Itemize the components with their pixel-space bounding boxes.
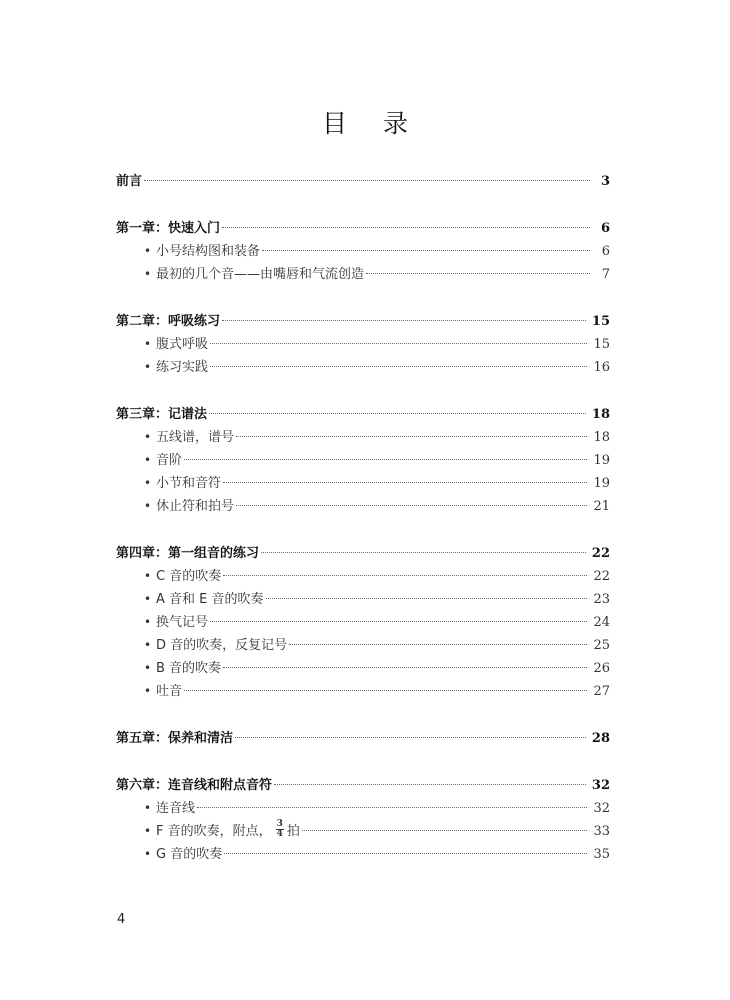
section-title-text: G 音的吹奏 xyxy=(156,847,223,862)
section-title-text: 连音线 xyxy=(156,801,196,816)
bullet-icon: • xyxy=(144,615,152,629)
toc-section-entry[interactable] xyxy=(116,333,610,356)
bullet-icon: • xyxy=(144,244,152,258)
section-title xyxy=(156,333,208,356)
section-title-text: 最初的几个音——由嘴唇和气流创造 xyxy=(156,267,365,282)
bullet-icon: • xyxy=(144,592,152,606)
toc-section-entry[interactable] xyxy=(116,680,610,703)
section-title xyxy=(156,565,221,588)
bullet-icon: • xyxy=(144,360,152,374)
dot-leader xyxy=(223,481,587,483)
toc-chapter xyxy=(116,727,610,750)
section-page-number: 21 xyxy=(593,499,610,514)
dot-leader xyxy=(210,620,587,622)
bullet-icon: • xyxy=(144,476,152,490)
bullet-icon: • xyxy=(144,337,152,351)
dot-leader xyxy=(236,504,587,506)
chapter-page-number: 22 xyxy=(591,546,610,561)
chapter-page-number: 15 xyxy=(591,314,610,329)
section-title xyxy=(156,843,222,866)
toc-section-entry[interactable] xyxy=(116,634,610,657)
section-title xyxy=(156,495,234,518)
section-title-text: C 音的吹奏 xyxy=(156,569,222,584)
dot-leader xyxy=(210,342,587,344)
dot-leader xyxy=(184,689,587,691)
section-page-number: 23 xyxy=(593,592,610,607)
dot-leader xyxy=(289,643,587,645)
toc-chapter xyxy=(116,403,610,518)
section-title xyxy=(156,449,182,472)
section-page-number: 32 xyxy=(593,801,610,816)
section-title-text: D 音的吹奏，反复记号 xyxy=(156,638,288,653)
section-title-text: F 音的吹奏，附点， xyxy=(156,824,272,839)
section-page-number: 35 xyxy=(593,847,610,862)
toc-section-entry[interactable] xyxy=(116,495,610,518)
section-page-number: 33 xyxy=(593,824,610,839)
fraction-numerator: 3 xyxy=(276,819,283,829)
toc-chapter xyxy=(116,170,610,193)
toc-section-entry[interactable] xyxy=(116,657,610,680)
chapter-title: 前言 xyxy=(116,174,143,189)
dot-leader xyxy=(274,783,586,785)
toc-chapter-entry[interactable] xyxy=(116,727,610,750)
dot-leader xyxy=(236,435,587,437)
section-page-number: 27 xyxy=(593,684,610,699)
section-title-text: 腹式呼吸 xyxy=(156,337,209,352)
section-title xyxy=(156,588,264,611)
bullet-icon: • xyxy=(144,267,152,281)
section-page-number: 15 xyxy=(593,337,610,352)
section-title-text: 吐音 xyxy=(156,684,183,699)
toc-chapter-entry[interactable] xyxy=(116,217,610,240)
chapter-title: 第五章：保养和清洁 xyxy=(116,731,234,746)
dot-leader xyxy=(210,365,587,367)
section-title-text: 音阶 xyxy=(156,453,183,468)
section-title xyxy=(156,426,234,449)
toc-chapter xyxy=(116,310,610,379)
section-page-number: 6 xyxy=(601,244,610,259)
dot-leader xyxy=(261,551,586,553)
toc-section-entry[interactable] xyxy=(116,820,610,843)
dot-leader xyxy=(144,179,590,181)
dot-leader xyxy=(222,319,586,321)
section-page-number: 24 xyxy=(593,615,610,630)
dot-leader xyxy=(224,852,587,854)
dot-leader xyxy=(209,412,586,414)
bullet-icon: • xyxy=(144,847,152,861)
toc-chapter xyxy=(116,542,610,703)
section-page-number: 26 xyxy=(593,661,610,676)
section-title xyxy=(156,240,260,263)
section-title-text: 小号结构图和装备 xyxy=(156,244,261,259)
toc-section-entry[interactable] xyxy=(116,797,610,820)
section-title-text: 五线谱，谱号 xyxy=(156,430,235,445)
section-title xyxy=(156,472,221,495)
section-title xyxy=(156,263,364,286)
dot-leader xyxy=(366,272,590,274)
section-title-text: A 音和 E 音的吹奏 xyxy=(156,592,264,607)
bullet-icon: • xyxy=(144,684,152,698)
chapter-page-number: 3 xyxy=(600,174,610,189)
toc-section-entry[interactable] xyxy=(116,611,610,634)
section-page-number: 22 xyxy=(593,569,610,584)
dot-leader xyxy=(223,666,587,668)
chapter-page-number: 32 xyxy=(591,778,610,793)
dot-leader xyxy=(222,226,590,228)
section-page-number: 25 xyxy=(593,638,610,653)
dot-leader xyxy=(262,249,590,251)
chapter-title: 第一章：快速入门 xyxy=(116,221,221,236)
chapter-title: 第四章：第一组音的练习 xyxy=(116,546,260,561)
bullet-icon: • xyxy=(144,569,152,583)
section-page-number: 19 xyxy=(593,476,610,491)
chapter-page-number: 18 xyxy=(591,407,610,422)
bullet-icon: • xyxy=(144,499,152,513)
chapter-page-number: 28 xyxy=(591,731,610,746)
toc-section-entry[interactable] xyxy=(116,472,610,495)
toc-chapter-entry[interactable] xyxy=(116,542,610,565)
chapter-title: 第六章：连音线和附点音符 xyxy=(116,778,273,793)
toc-chapter-entry[interactable] xyxy=(116,774,610,797)
section-title-suffix: 拍 xyxy=(286,824,300,839)
section-page-number: 16 xyxy=(593,360,610,375)
section-title xyxy=(156,634,287,657)
toc-chapter-entry[interactable] xyxy=(116,403,610,426)
bullet-icon: • xyxy=(144,661,152,675)
toc-chapter xyxy=(116,774,610,866)
section-title-text: 换气记号 xyxy=(156,615,209,630)
fraction-denominator: 4 xyxy=(276,829,283,839)
chapter-title: 第三章：记谱法 xyxy=(116,407,208,422)
section-title-text: B 音的吹奏 xyxy=(156,661,222,676)
dot-leader xyxy=(197,806,587,808)
toc-section-entry[interactable] xyxy=(116,843,610,866)
bullet-icon: • xyxy=(144,453,152,467)
toc-section-entry[interactable] xyxy=(116,588,610,611)
page-title: 目 录 xyxy=(322,109,422,138)
toc-section-entry[interactable] xyxy=(116,356,610,379)
dot-leader xyxy=(235,736,586,738)
table-of-contents xyxy=(116,170,610,890)
bullet-icon: • xyxy=(144,801,152,815)
dot-leader xyxy=(184,458,587,460)
section-title-text: 小节和音符 xyxy=(156,476,222,491)
section-title xyxy=(156,680,182,703)
section-title xyxy=(156,657,221,680)
toc-chapter xyxy=(116,217,610,286)
dot-leader xyxy=(302,829,588,831)
section-title xyxy=(156,820,300,843)
section-title xyxy=(156,797,195,820)
dot-leader xyxy=(266,597,588,599)
bullet-icon: • xyxy=(144,638,152,652)
section-page-number: 7 xyxy=(601,267,610,282)
toc-chapter-entry[interactable] xyxy=(116,310,610,333)
dot-leader xyxy=(223,574,587,576)
toc-section-entry[interactable] xyxy=(116,426,610,449)
section-title-text: 练习实践 xyxy=(156,360,209,375)
bullet-icon: • xyxy=(144,430,152,444)
chapter-title: 第二章：呼吸练习 xyxy=(116,314,221,329)
section-page-number: 18 xyxy=(593,430,610,445)
section-title xyxy=(156,611,208,634)
page-number: 4 xyxy=(117,912,126,927)
toc-chapter-entry[interactable] xyxy=(116,170,610,193)
section-title xyxy=(156,356,208,379)
section-title-text: 休止符和拍号 xyxy=(156,499,235,514)
toc-section-entry[interactable] xyxy=(116,240,610,263)
toc-section-entry[interactable] xyxy=(116,449,610,472)
section-page-number: 19 xyxy=(593,453,610,468)
chapter-page-number: 6 xyxy=(600,221,610,236)
toc-section-entry[interactable] xyxy=(116,263,610,286)
toc-section-entry[interactable] xyxy=(116,565,610,588)
time-signature-fraction xyxy=(276,820,284,839)
bullet-icon: • xyxy=(144,824,152,838)
